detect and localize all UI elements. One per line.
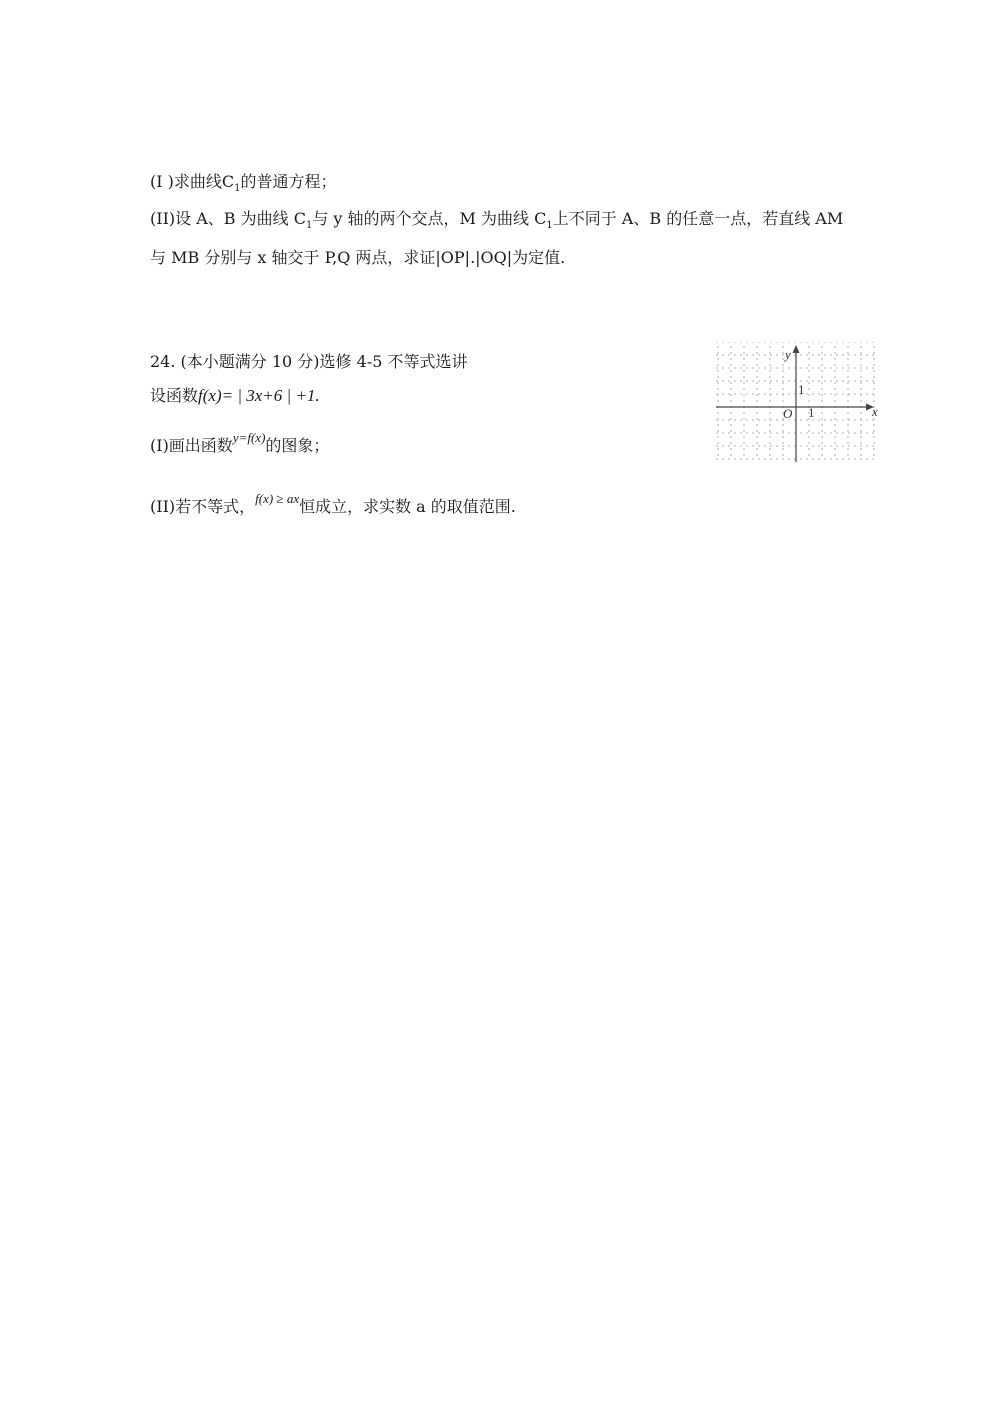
q24-header: 24. (本小题满分 10 分)选修 4-5 不等式选讲 bbox=[150, 352, 468, 371]
q24-def-formula: f(x)= | 3x+6 | +1. bbox=[198, 386, 320, 405]
q24-part2-formula: f(x) ≥ ax bbox=[255, 491, 300, 506]
q24-part1-formula: y=f(x) bbox=[232, 430, 266, 445]
question-part2-continuation: 与 MB 分别与 x 轴交于 P,Q 两点，求证|OP|.|OQ|为定值. bbox=[150, 248, 566, 267]
subscript: 1 bbox=[305, 220, 313, 232]
q24-part1-prefix: (I)画出函数 bbox=[150, 436, 233, 455]
q24-part1 bbox=[150, 430, 330, 457]
subscript: 1 bbox=[234, 183, 241, 195]
q24-part2-prefix: (II)若不等式， bbox=[150, 497, 256, 516]
q24-part2-suffix: 恒成立，求实数 a 的取值范围. bbox=[299, 497, 516, 516]
q24-def-prefix: 设函数 bbox=[150, 386, 199, 405]
coordinate-grid-figure bbox=[714, 342, 880, 464]
subscript: 1 bbox=[546, 220, 553, 232]
part2-text-b: 与 y 轴的两个交点，M 为曲线 C bbox=[312, 209, 547, 228]
coordinate-grid-svg bbox=[714, 342, 880, 464]
origin-label: O bbox=[783, 406, 793, 421]
q24-definition bbox=[150, 386, 320, 406]
y-axis-label: y bbox=[785, 347, 791, 362]
question-part2-line bbox=[150, 209, 843, 236]
q24-part1-suffix: 的图象； bbox=[265, 436, 330, 455]
part1-text: (I )求曲线C bbox=[150, 172, 235, 191]
part1-text-tail: 的普通方程； bbox=[240, 172, 337, 191]
part2-text-a: (II)设 A、B 为曲线 C bbox=[150, 209, 306, 228]
x-tick-label: 1 bbox=[808, 405, 815, 420]
part2-text-c: 上不同于 A、B 的任意一点，若直线 AM bbox=[552, 209, 844, 228]
y-axis-arrow-icon bbox=[793, 345, 800, 353]
x-axis-label: x bbox=[872, 404, 878, 419]
question-part1-line bbox=[150, 172, 337, 199]
grid-lines bbox=[716, 342, 874, 460]
q24-part2 bbox=[150, 491, 516, 518]
y-tick-label: 1 bbox=[798, 382, 805, 397]
